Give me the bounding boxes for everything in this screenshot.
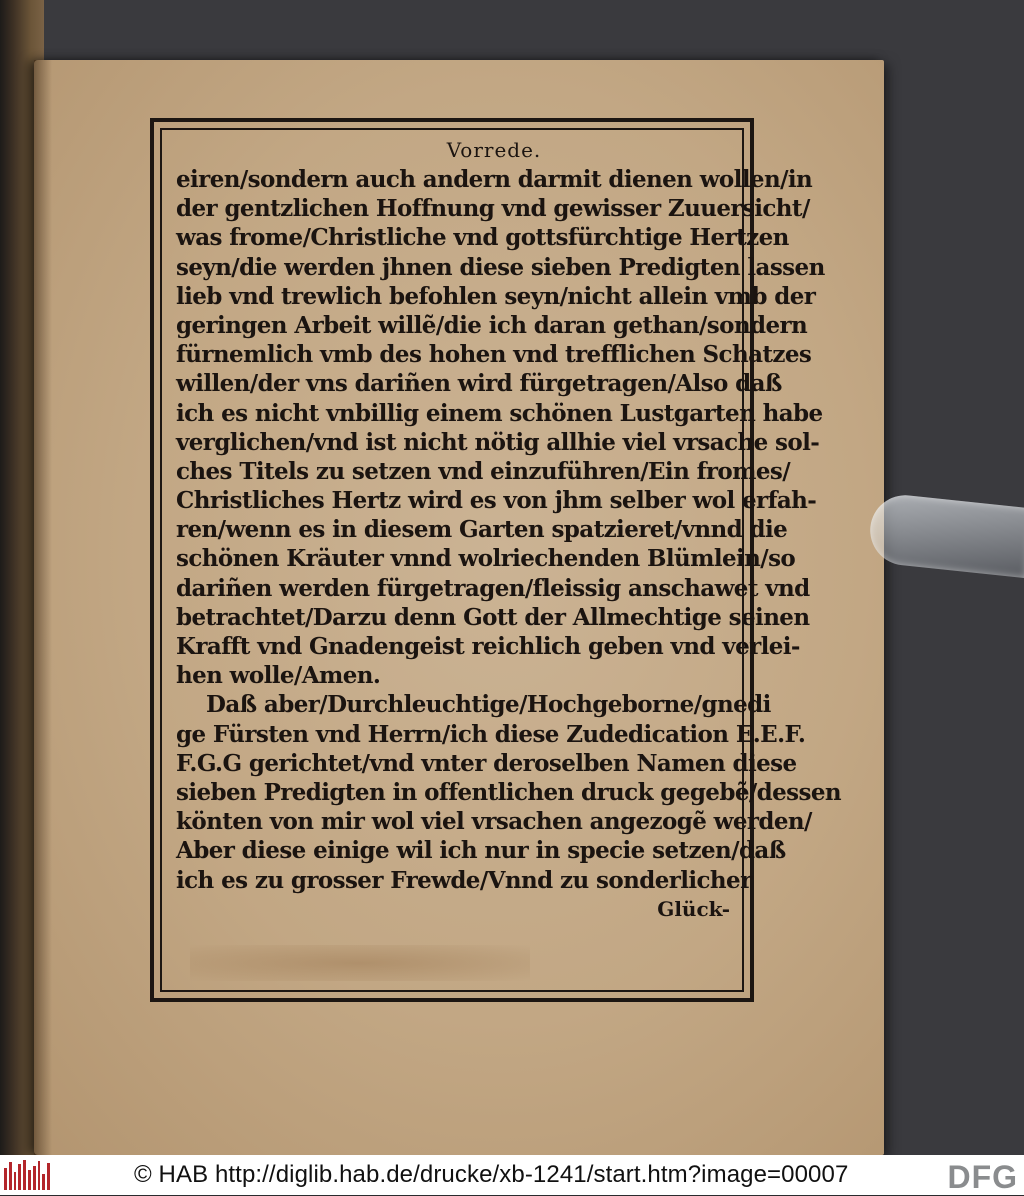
text-line: der gentzlichen Hoffnung vnd gewisser Zuuersicht/ [176, 195, 810, 223]
text-line: ich es zu grosser Frewde/Vnnd zu sonderlicher [176, 866, 752, 894]
text-line: Christliches Hertz wird es von jhm selber wol erfah- [176, 487, 817, 515]
text-line: hen wolle/Amen. [176, 662, 381, 690]
text-line: lieb vnd trewlich befohlen seyn/nicht allein vmb der [176, 282, 816, 310]
footer-bar [0, 1155, 1024, 1195]
text-line: ge Fürsten vnd Herrn/ich diese Zudedication E.E.F. [176, 720, 806, 748]
dfg-logo: DFG [947, 1159, 1018, 1195]
footer-credit-link[interactable]: © HAB http://diglib.hab.de/drucke/xb-1241/start.htm?image=00007 [134, 1161, 849, 1188]
text-line: willen/der vns dariñen wird fürgetragen/Also daß [176, 370, 782, 398]
text-line: was frome/Christliche vnd gottsfürchtige Hertzen [176, 224, 789, 252]
text-line: betrachtet/Darzu denn Gott der Allmechtige seinen [176, 603, 810, 631]
text-line: ches Titels zu setzen vnd einzuführen/Ein fromes/ [176, 457, 791, 485]
text-line: Aber diese einige wil ich nur in specie setzen/daß [176, 837, 786, 865]
text-line: seyn/die werden jhnen diese sieben Predigten lassen [176, 253, 825, 281]
page-gutter-shadow [34, 60, 52, 1155]
hab-logo-icon [4, 1160, 50, 1190]
text-line: fürnemlich vmb des hohen vnd trefflichen Schatzes [176, 341, 812, 369]
text-line: ich es nicht vnbillig einem schönen Lustgarten habe [176, 399, 823, 427]
plastic-page-holder [867, 492, 1024, 578]
text-line: eiren/sondern auch andern darmit dienen wollen/in [176, 166, 813, 193]
text-line: sieben Predigten in offentlichen druck gegebẽ/dessen [176, 778, 842, 806]
text-line: verglichen/vnd ist nicht nötig allhie viel vrsache sol- [176, 428, 820, 456]
text-line: schönen Kräuter vnnd wolriechenden Blümlein/so [176, 545, 796, 573]
text-line: F.G.G gerichtet/vnd vnter deroselben Namen diese [176, 749, 797, 777]
running-head: Vorrede. [446, 138, 542, 162]
text-line: geringen Arbeit willẽ/die ich daran gethan/sondern [176, 311, 808, 339]
text-line: Krafft vnd Gnadengeist reichlich geben vnd verlei- [176, 633, 800, 660]
text-line: Daß aber/Durchleuchtige/Hochgeborne/gnedi [206, 691, 771, 719]
catchword: Glück- [657, 896, 730, 921]
text-line: ren/wenn es in diesem Garten spatzieret/vnnd die [176, 516, 788, 544]
text-block [176, 135, 842, 923]
text-line: könten von mir wol viel vrsachen angezogẽ werden/ [176, 808, 812, 836]
text-line: dariñen werden fürgetragen/fleissig anschawet vnd [176, 574, 810, 602]
